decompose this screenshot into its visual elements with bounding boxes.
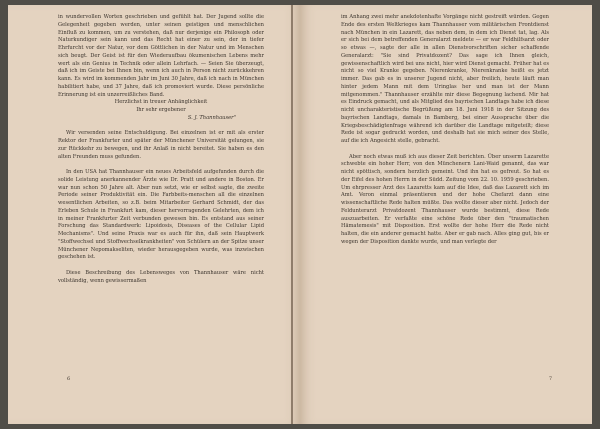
signature: S. J. Thannhauser" — [187, 114, 236, 121]
left-page-text — [58, 14, 264, 285]
paragraph: im Anhang zwei mehr anekdotenhafte Vorgänge nicht gestreift würden. Gegen Ende des ersten Weltkrieges kam Thannhauser vom militärischen Frontdienst nach München in ein Lazarett, das neben dem, in dem ich Dienst tat, lag. Als er sich bei dem betreffenden Generalarzt meldete — er war Feldhilfsarzt oder so etwas —, sagte der alle in allen Dienstvorschriften sicher schaffende Generalarzt: "Sie sind Privatdozent? Das sage ich Ihnen gleich, gewissenschaftlich wird bei uns nicht, hier wird Dienst gemacht. Früher hat es nicht so viel Kranke gegeben. Nierenkranke, Nierenkranke heißt es jetzt immer. Das gab es in unserer Jugend nicht, aber freilich, heute läuft man hinter jedem Mann mit dem Uringlas her und man ist der Mann mitgenommen." Thannhauser erzählte mir diese Begegnung lachend. Mir hat es Eindruck gemacht, und als Mitglied des bayrischen Landtags habe ich diese nicht uncharakteristische Begrüßung am 18. Juni 1918 in der Sitzung des bayrischen Landtags, damals in Bamberg, bei einer Aussprache über die Kriegsbeschädigtenfrage während ich darüber die Landtage mitgeteilt; diese Rede ist sogar gedruckt worden, und deshalb hat sie mich seiner des Stelle, auf die ich Angesicht stelle, gebracht. — [341, 14, 549, 144]
closing-line: Herzlichst in treuer Anhänglichkeit — [114, 99, 208, 106]
book-spread — [8, 5, 592, 424]
right-page — [300, 5, 592, 424]
paragraph: Aber noch etwas muß ich aus dieser Zeit berichten. Über unserm Lazarette schwebte ein hoher Herr, von den Münchenern Lani-Waid genannt, das war nicht spöttisch, sondern herzlich gemeint. Und ihn hat es gefreut. So hat es der Eifel des hohen Herrn in der Südd. Zeitung vom 22. 10. 1959 geschrieben. Um ehrpresser Arzt des Lazaretts kam auf die Idee, daß das Lazarett sich im Amt. Veron einmal präsentieren und der hohe Chefarzt dann eine wissenschaftliche Rede halten müßte. Das wollte dieser aber nicht. Jedoch der Feldunterarzt Privatdozent Thannhauser wurde bestimmt, diese Rede auszuarbeiten. Er verfaßte eine schöne Rede über den "traumatischen Hämatemesis" mit Disposition. Erst wollte der hohe Herr die Rede nicht halten, die ein anderer gemacht hatte. Aber er gab nach. Alles ging gut, bis er wegen der Disposition dankte wurde, und man verlegte der — [341, 153, 549, 245]
closing-line: Ihr sehr ergebener — [136, 107, 186, 113]
paragraph: in wundervollen Worten geschrieben und gefühlt hat. Der Jugend sollte die Gelegenheit gegeben werden, unter seinen geistigen und menschlichen Einfluß zu kommen, um zu verstehen, daß nur derjenige ein Philosoph oder Naturkundiger sein kann und das Recht hat einer zu sein, der in tiefer Ehrfurcht vor der Natur, vor dem Göttlichen in der Natur und im Menschen sich beugt. Der Geist ist für den Wiederaufbau ökumenischen Lebens mehr wert als ein Genius in Technik oder allein Lehrfach. — Seien Sie überzeugt, daß ich im Geiste bei Ihnen bin, wenn ich auch in Person nicht zurückkehren kann. Es wird im kommenden Jahr im Juni 30 Jahre, daß ich nach in München habilitiert habe, und 37 Jahre, daß ich promoviert wurde. Diese persönliche Erinnerung ist ein unzerreißliches Band. — [58, 14, 264, 98]
right-page-text — [341, 14, 549, 247]
left-page — [8, 5, 300, 424]
book-gutter — [291, 5, 293, 424]
paragraph: Wir versenden seine Entschuldigung. Bei einzelnen ist er mit als erster Rektor der Frankfurter und später der Münchener Universität gelungen, sie zur Rückkehr zu bewegen, und ihr Anlaß in nicht bereitet. Sie haben es den alten Freunden muss gefunden. — [58, 130, 264, 160]
paragraph: In den USA hat Thannhauser ein neues Arbeitsfeld aufgefunden durch die solide Leistung anerkannender Ärzte wie Dr. Pratt und andere in Boston. Er war nun schon 50 Jahre alt. Aber nun setzt, wie er selbst sagte, die zweite Periode seiner Produktivität ein. Die Farbbeits-menschen all die einzelnen wesentlichen Arbeiten, so z.B. beim Mitarbeiter Gerhard Schmidt, der das Erleben Schule in Frankfurt kam, dieser hervorragenden Gelehrten, dem ich in meiner Frankfurter Zeit verbunden gewesen bin. Es entstand aus seiner Forschung das Standardwerk: Lipoidosis, Diseases of the Cellular Lipid Mechanisms". Und seine Praxis war es auch für ihn, daß sein Hauptwerk "Stoffwechsel und Stoffwechselkrankheiten" von Schülern an der Spitze unser Münchener Nepomakseliten, wieder herausgegeben wurde, was inzwischen geschehen ist. — [58, 169, 264, 261]
page-number: 7 — [548, 376, 552, 382]
paragraph: Diese Beschreibung des Lebensweges von Thannhauser wäre nicht vollständig, wenn gewissermaßen — [58, 269, 264, 284]
page-number: 6 — [67, 376, 71, 382]
